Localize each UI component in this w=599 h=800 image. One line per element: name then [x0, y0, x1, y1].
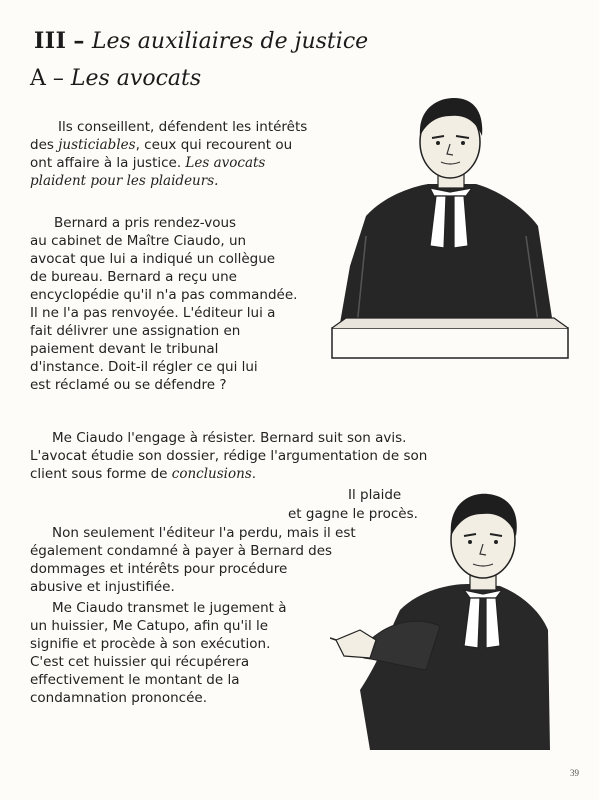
p2-line-3: avocat que lui a indiqué un collègue — [30, 251, 276, 267]
p2-line-6: Il ne l'a pas renvoyée. L'éditeur lui a — [30, 305, 276, 321]
p3-line-2: L'avocat étudie son dossier, rédige l'argumentation de son — [30, 448, 428, 464]
p4-line-1: Non seulement l'éditeur l'a perdu, mais il est — [52, 525, 356, 541]
p2-line-2: au cabinet de Maître Ciaudo, un — [30, 233, 247, 249]
p5-line-1: Me Ciaudo transmet le jugement à — [52, 600, 287, 616]
p3-line-5: et gagne le procès. — [288, 506, 418, 522]
section-heading: III – Les auxiliaires de justice — [34, 28, 369, 54]
p1-line-2: des justiciables, ceux qui recourent ou — [30, 137, 293, 153]
p5-line-6: condamnation prononcée. — [30, 690, 207, 706]
p5-line-4: C'est cet huissier qui récupérera — [30, 654, 250, 670]
section-number: III — [34, 28, 67, 54]
p2-line-5: encyclopédie qu'il n'a pas commandée. — [30, 287, 298, 303]
p2-line-4: de bureau. Bernard a reçu une — [30, 269, 237, 285]
p5-line-3: signifie et procède à son exécution. — [30, 636, 271, 652]
p1-line-1: Ils conseillent, défendent les intérêts — [58, 119, 308, 135]
p2-line-1: Bernard a pris rendez-vous — [54, 215, 237, 231]
p1-line-3: ont affaire à la justice. Les avocats — [30, 155, 266, 171]
p2-line-8: paiement devant le tribunal — [30, 341, 219, 357]
p4-line-3: dommages et intérêts pour procédure — [30, 561, 288, 577]
subsection-heading: A – Les avocats — [30, 66, 202, 91]
p4-line-4: abusive et injustifiée. — [30, 579, 175, 595]
subsection-letter: A — [30, 66, 46, 91]
lawyer-pointing-illustration — [330, 490, 552, 752]
lawyer-at-lectern-illustration — [326, 96, 570, 362]
p2-line-10: est réclamé ou se défendre ? — [30, 377, 227, 393]
p4-line-2: également condamné à payer à Bernard des — [30, 543, 333, 559]
p5-line-5: effectivement le montant de la — [30, 672, 240, 688]
p2-line-9: d'instance. Doit-il régler ce qui lui — [30, 359, 258, 375]
term-justiciables: justiciables — [58, 137, 136, 153]
subsection-title: Les avocats — [70, 66, 202, 91]
p2-line-7: fait délivrer une assignation en — [30, 323, 241, 339]
page-number: 39 — [570, 768, 579, 778]
p5-line-2: un huissier, Me Catupo, afin qu'il le — [30, 618, 269, 634]
p1-line-4: plaident pour les plaideurs. — [30, 173, 219, 189]
section-title: Les auxiliaires de justice — [91, 29, 369, 54]
p3-line-3: client sous forme de conclusions. — [30, 466, 257, 482]
p3-line-1: Me Ciaudo l'engage à résister. Bernard suit son avis. — [52, 430, 407, 446]
term-conclusions: conclusions — [171, 466, 252, 482]
p3-line-4: Il plaide — [348, 487, 402, 503]
